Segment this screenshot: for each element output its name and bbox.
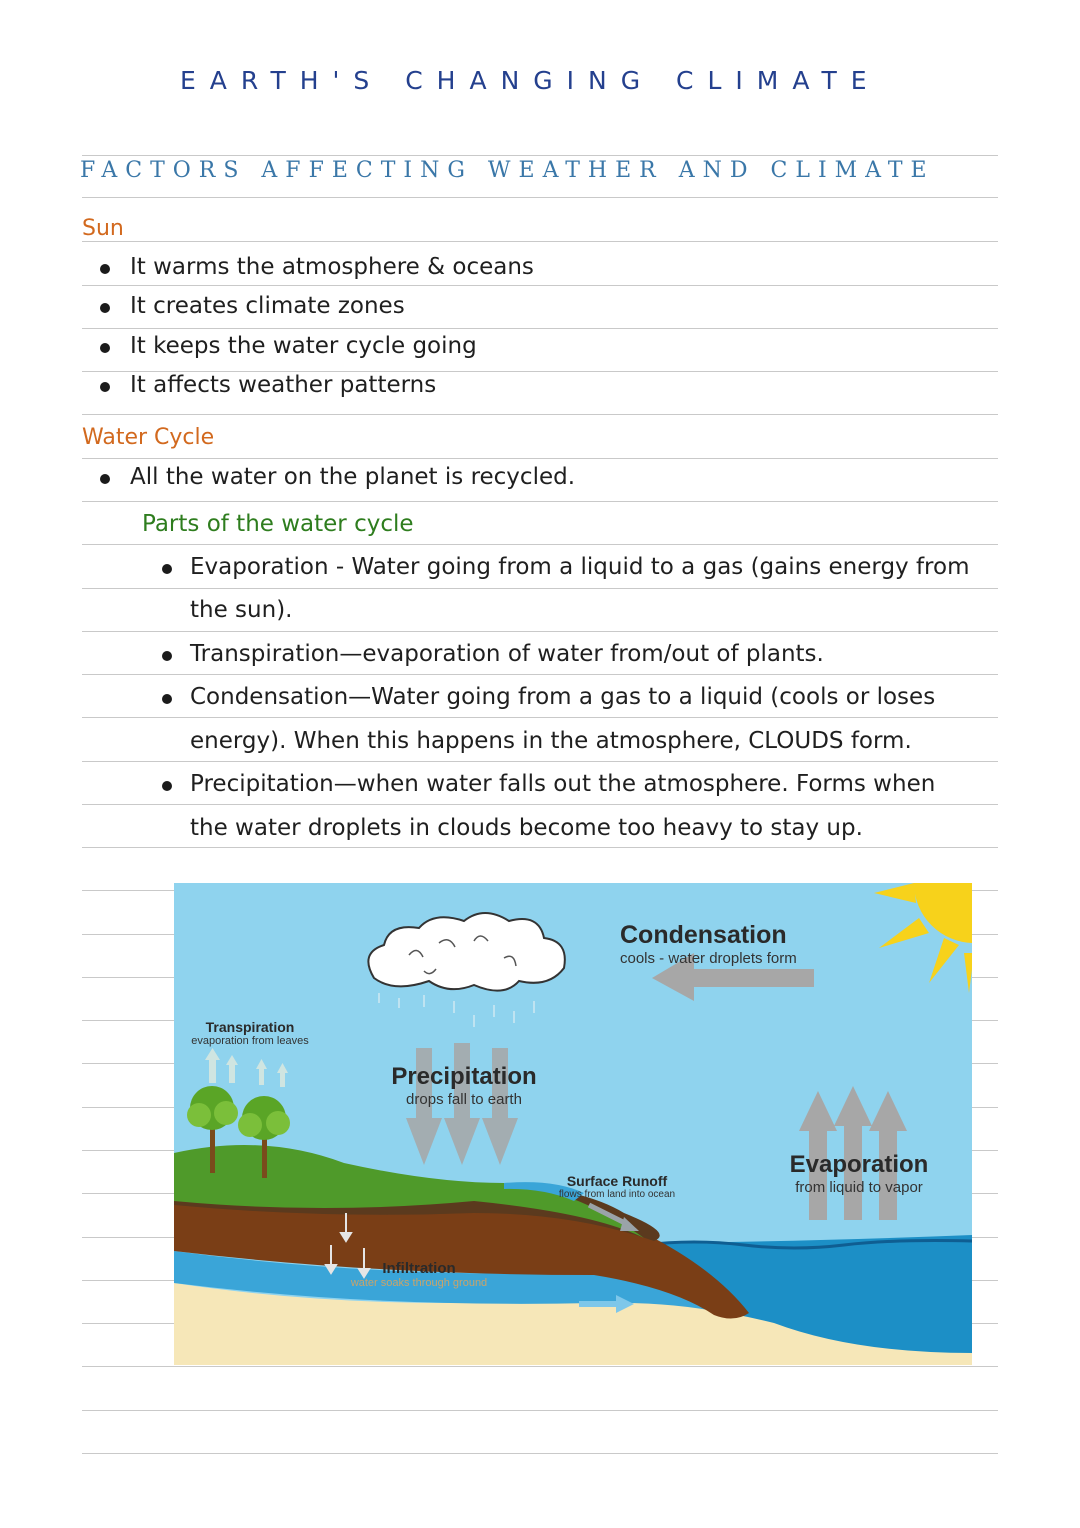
water-cycle-heading: Water Cycle	[82, 425, 215, 450]
sun-bullet-4: It affects weather patterns	[130, 372, 437, 398]
bullet-dot	[100, 474, 110, 484]
condensation-line-2: energy). When this happens in the atmosphere, CLOUDS form.	[190, 728, 912, 754]
evaporation-line-1: Evaporation - Water going from a liquid to a gas (gains energy from	[190, 554, 970, 580]
transpiration-line: Transpiration—evaporation of water from/out of plants.	[190, 641, 824, 667]
precipitation-line-2: the water droplets in clouds become too heavy to stay up.	[190, 815, 863, 841]
rule-line	[82, 328, 998, 329]
infiltration-label	[334, 1260, 504, 1289]
evaporation-caption: from liquid to vapor	[795, 1179, 923, 1196]
rule-line	[82, 1410, 998, 1411]
rule-line	[82, 717, 998, 718]
bullet-dot	[162, 694, 172, 704]
bullet-dot	[100, 343, 110, 353]
sun-bullet-1: It warms the atmosphere & oceans	[130, 254, 534, 280]
sun-heading: Sun	[82, 216, 124, 241]
rule-line	[82, 631, 998, 632]
evaporation-title: Evaporation	[789, 1151, 929, 1178]
bullet-dot	[162, 781, 172, 791]
precipitation-line-1: Precipitation—when water falls out the atmosphere. Forms when	[190, 771, 936, 797]
rule-line	[82, 501, 998, 502]
condensation-label	[620, 921, 820, 967]
rule-line	[82, 458, 998, 459]
rule-line	[82, 847, 998, 848]
evaporation-line-2: the sun).	[190, 597, 293, 623]
precipitation-caption: drops fall to earth	[406, 1091, 522, 1108]
rule-line	[82, 414, 998, 415]
rule-line	[82, 804, 998, 805]
rule-line	[82, 761, 998, 762]
rule-line	[82, 285, 998, 286]
rule-line	[82, 588, 998, 589]
sun-bullet-2: It creates climate zones	[130, 293, 405, 319]
diagram-illustration	[174, 883, 972, 1365]
bullet-dot	[100, 303, 110, 313]
runoff-label	[542, 1173, 692, 1200]
rule-line	[82, 1366, 998, 1367]
precipitation-title: Precipitation	[391, 1063, 537, 1090]
rule-line	[82, 197, 998, 198]
rule-line	[82, 544, 998, 545]
precipitation-label	[364, 1063, 564, 1108]
transpiration-label	[174, 1019, 326, 1047]
parts-heading: Parts of the water cycle	[142, 511, 414, 537]
rule-line	[82, 241, 998, 242]
rule-line	[82, 1453, 998, 1454]
infiltration-title: Infiltration	[382, 1260, 456, 1277]
bullet-dot	[162, 651, 172, 661]
transpiration-caption: evaporation from leaves	[191, 1035, 309, 1047]
evaporation-label	[759, 1151, 959, 1196]
bullet-dot	[162, 564, 172, 574]
sun-bullet-3: It keeps the water cycle going	[130, 333, 477, 359]
water-cycle-diagram	[174, 883, 972, 1365]
runoff-title: Surface Runoff	[566, 1173, 668, 1189]
condensation-caption: cools - water droplets form	[620, 950, 797, 967]
water-cycle-bullet: All the water on the planet is recycled.	[130, 464, 576, 490]
condensation-line-1: Condensation—Water going from a gas to a liquid (cools or loses	[190, 684, 936, 710]
infiltration-caption: water soaks through ground	[350, 1277, 488, 1289]
rule-line	[82, 155, 998, 156]
page-title: EARTH'S CHANGING CLIMATE	[180, 66, 881, 95]
bullet-dot	[100, 264, 110, 274]
condensation-title: Condensation	[620, 921, 787, 949]
bullet-dot	[100, 382, 110, 392]
page-subtitle: FACTORS AFFECTING WEATHER AND CLIMATE	[80, 158, 935, 183]
rule-line	[82, 674, 998, 675]
transpiration-title: Transpiration	[205, 1019, 295, 1035]
runoff-caption: flows from land into ocean	[558, 1189, 676, 1200]
